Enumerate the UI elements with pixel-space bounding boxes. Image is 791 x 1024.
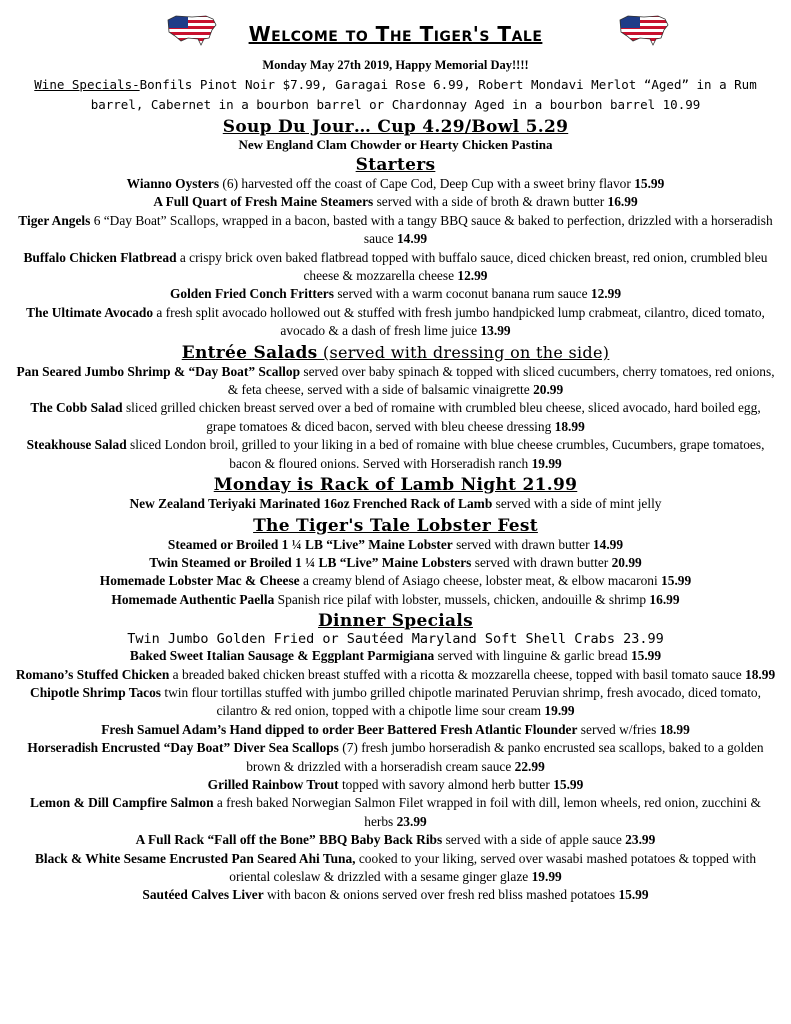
menu-item [14,554,777,572]
menu-item-desc: a fresh split avocado hollowed out & stuffed with fresh jumbo handpicked lump crabmeat, cilantro, diced tomato, avocado & a dash of fresh lime juice [153,304,765,339]
lamb-item-name: New Zealand Teriyaki Marinated 16oz Frenched Rack of Lamb [129,496,493,512]
menu-item [14,399,777,436]
lamb-heading: Monday is Rack of Lamb Night 21.99 [213,475,578,496]
menu-item [14,831,777,849]
salads-list [0,363,791,473]
menu-item-price: 23.99 [625,832,656,848]
menu-item-price: 23.99 [396,813,427,829]
menu-title: Welcome to The Tiger's Tale [248,22,543,46]
menu-item-desc: a breaded baked chicken breast stuffed with a ricotta & mozzarella cheese, topped with basil tomato sauce [169,666,746,682]
menu-item-name: A Full Quart of Fresh Maine Steamers [153,194,374,210]
menu-item-desc: cooked to your liking, served over wasabi mashed potatoes & topped with oriental coleslaw & drizzled with a sesame ginger glaze [229,850,757,884]
menu-item-price: 19.99 [531,455,562,471]
menu-item-price: 12.99 [590,286,622,302]
menu-item [14,572,777,590]
dinner-list [0,647,791,905]
menu-item-name: Golden Fried Conch Fritters [169,286,334,302]
menu-item-price: 18.99 [745,666,776,682]
menu-item-price: 19.99 [544,703,575,719]
menu-item-desc: served w/fries [577,721,660,737]
menu-item-desc: served over baby spinach & topped with sliced cucumbers, cherry tomatoes, red onions, & feta cheese, served with a side of balsamic vinaigrette [227,363,775,398]
menu-item-name: Sautéed Calves Liver [142,887,264,903]
menu-item-desc: a fresh baked Norwegian Salmon Filet wrapped in foil with dill, lemon wheels, red onion, zucchini & herbs [213,795,761,829]
menu-item-desc: served with drawn butter [452,536,593,552]
menu-item [14,285,777,303]
menu-item [14,850,777,887]
menu-item-price: 15.99 [661,573,692,589]
menu-item-desc: served with a side of apple sauce [442,832,626,848]
menu-item-name: The Ultimate Avocado [26,304,154,320]
menu-item [14,536,777,554]
menu-item-price: 18.99 [659,721,690,737]
menu-item [14,249,777,286]
menu-item-price: 16.99 [649,591,680,607]
lamb-item [14,495,777,513]
lobster-list [0,536,791,610]
menu-item-name: Black & White Sesame Encrusted Pan Seared Ahi Tuna, [34,850,356,866]
soup-heading: Soup Du Jour… Cup 4.29/Bowl 5.29 [222,117,569,137]
menu-item-desc: with bacon & onions served over fresh red bliss mashed potatoes [263,887,619,903]
menu-item [14,175,777,193]
menu-item-price: 18.99 [554,418,585,434]
menu-item [14,684,777,721]
menu-item-desc: (6) harvested off the coast of Cape Cod, Deep Cup with a sweet briny flavor [219,176,635,191]
menu-item-desc: served with drawn butter [471,554,612,570]
menu-item [14,591,777,609]
menu-item [14,647,777,665]
salads-title: Entrée Salads [181,342,318,363]
menu-item-name: Horseradish Encrusted “Day Boat” Diver Sea Scallops [27,740,339,756]
starters-list [0,175,791,341]
menu-item-price: 20.99 [533,382,564,398]
menu-item-desc: twin flour tortillas stuffed with jumbo grilled chipotle marinated Peruvian shrimp, fresh avocado, diced tomato, cilantro & red onion, topped with a chipotle lime sour cream [161,684,761,719]
menu-item-desc: served with linguine & garlic bread [434,648,631,664]
menu-item-name: Tiger Angels [18,212,91,228]
menu-item-price: 16.99 [607,194,638,210]
menu-item [14,721,777,739]
menu-item-price: 13.99 [480,323,511,339]
menu-item-name: Grilled Rainbow Trout [207,776,339,792]
menu-item [14,193,777,211]
menu-item [14,436,777,473]
menu-item-desc: 6 “Day Boat” Scallops, wrapped in a bacon, basted with a tangy BBQ sauce & baked to perfection, drizzled with a horseradish sauce [90,212,773,247]
menu-item-name: Baked Sweet Italian Sausage & Eggplant Parmigiana [129,648,435,664]
salads-heading [0,343,791,363]
salads-note: (served with dressing on the side) [317,342,610,362]
menu-item [14,212,777,249]
menu-item [14,363,777,400]
menu-item [14,794,777,831]
menu-item-desc: sliced London broil, grilled to your liking in a bed of romaine with blue cheese crumbles, Cucumbers, grape tomatoes, bacon & floured onions. Served with Horseradish ranch [126,437,765,471]
menu-item-name: Fresh Samuel Adam’s Hand dipped to order Beer Battered Fresh Atlantic Flounder [101,721,578,737]
menu-item-price: 20.99 [611,554,642,570]
menu-item-desc: Spanish rice pilaf with lobster, mussels, chicken, andouille & shrimp [274,591,650,607]
menu-item-name: Lemon & Dill Campfire Salmon [30,795,214,811]
menu-item-name: Steamed or Broiled 1 ¼ LB “Live” Maine Lobster [167,536,453,552]
menu-item-name: Twin Steamed or Broiled 1 ¼ LB “Live” Maine Lobsters [149,554,472,570]
menu-item-desc: served with a warm coconut banana rum sauce [333,286,591,302]
menu-item [14,666,777,684]
menu-item-price: 22.99 [514,758,545,774]
menu-item-price: 14.99 [396,231,428,247]
menu-item-price: 15.99 [634,176,665,191]
menu-item-name: Pan Seared Jumbo Shrimp & “Day Boat” Scallop [16,363,301,379]
lobster-heading: The Tiger's Tale Lobster Fest [253,515,538,536]
header [0,0,791,46]
menu-item [14,886,777,904]
menu-item-name: Romano’s Stuffed Chicken [15,666,170,682]
menu-item [14,739,777,776]
starters-heading: Starters [355,155,436,175]
wine-specials-label: Wine Specials- [34,77,140,92]
menu-item-desc: (7) fresh jumbo horseradish & panko encrusted sea scallops, baked to a golden brown & drizzled with a horseradish cream sauce [246,740,764,774]
soup-text: New England Clam Chowder or Hearty Chicken Pastina [238,137,553,152]
menu-item-name: Wianno Oysters [126,176,220,191]
menu-item [14,304,777,341]
menu-item-price: 14.99 [592,536,624,552]
menu-item-name: The Cobb Salad [30,400,123,416]
menu-item-desc: sliced grilled chicken breast served over a bed of romaine with crumbled bleu cheese, sliced avocado, hard boiled egg, grape tomatoes & diced bacon, served with bleu cheese dressing [122,400,761,434]
menu-item-name: Chipotle Shrimp Tacos [30,684,161,700]
dinner-heading: Dinner Specials [318,611,473,632]
menu-item-desc: served with a side of broth & drawn butter [373,194,608,210]
menu-item-price: 19.99 [531,869,562,884]
menu-item-desc: a creamy blend of Asiago cheese, lobster meat, & elbow macaroni [299,573,662,589]
menu-item-name: Buffalo Chicken Flatbread [23,249,177,265]
menu-item [14,776,777,794]
menu-item-desc: a crispy brick oven baked flatbread topped with buffalo sauce, diced chicken breast, red onion, crumbled bleu cheese & mozzarella cheese [176,249,768,284]
menu-item-price: 15.99 [553,776,584,792]
menu-item-name: A Full Rack “Fall off the Bone” BBQ Baby Back Ribs [135,832,443,848]
menu-item-desc: topped with savory almond herb butter [338,776,554,792]
menu-date: Monday May 27th 2019, Happy Memorial Day!!!! [262,58,529,72]
menu-item-name: Steakhouse Salad [26,437,127,453]
menu-item-price: 12.99 [457,268,488,284]
wine-specials [28,75,763,115]
dinner-feature: Twin Jumbo Golden Fried or Sautéed Maryland Soft Shell Crabs 23.99 [127,631,664,648]
lamb-item-desc: served with a side of mint jelly [492,496,662,512]
menu-item-price: 15.99 [618,887,649,903]
menu-item-price: 15.99 [630,648,662,664]
menu-item-name: Homemade Lobster Mac & Cheese [99,573,300,589]
menu-item-name: Homemade Authentic Paella [111,591,275,607]
wine-specials-text: Bonfils Pinot Noir $7.99, Garagai Rose 6.99, Robert Mondavi Merlot “Aged” in a Rum barrel, Cabernet in a bourbon barrel or Chardonnay Aged in a bourbon barrel 10.99 [90,77,757,112]
